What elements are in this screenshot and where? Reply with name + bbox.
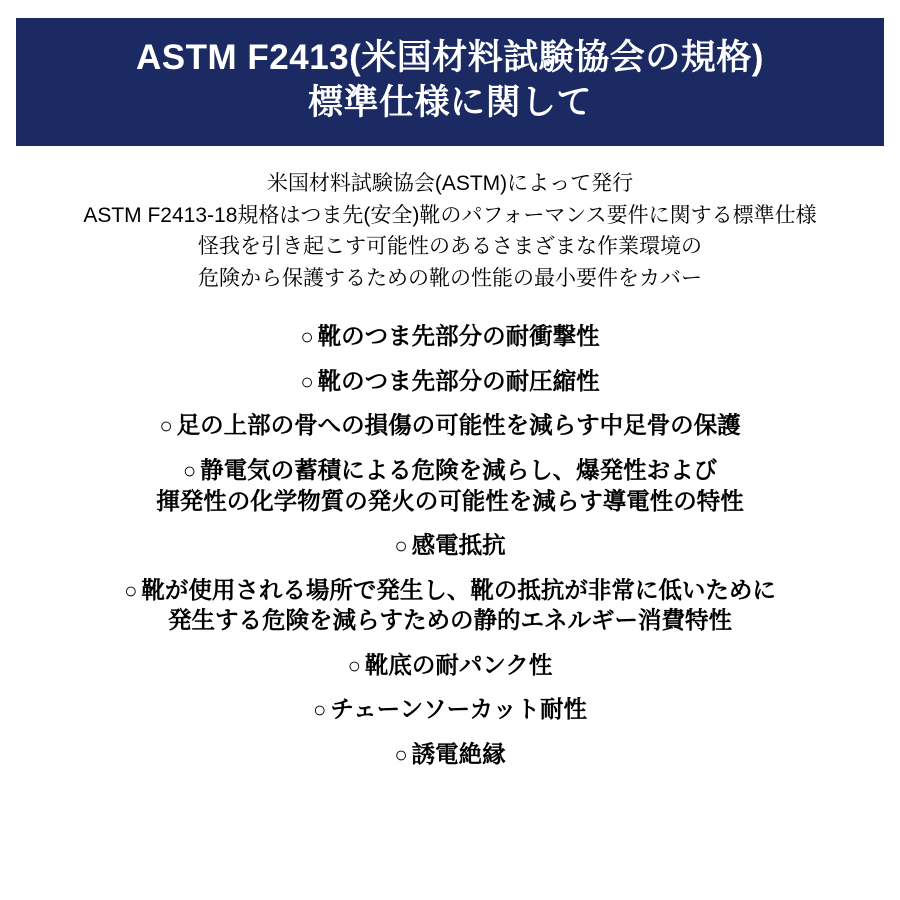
bullet-circle-icon: ○: [159, 413, 173, 439]
list-item-label: 誘電絶縁: [411, 741, 506, 768]
list-item-label: 感電抵抗: [411, 532, 506, 559]
list-item-label: 静電気の蓄積による危険を減らし、爆発性および: [200, 457, 718, 483]
intro-paragraph: [16, 168, 884, 296]
intro-line-4: 危険から保護するための靴の性能の最小要件をカバー: [198, 267, 702, 291]
list-item-label: 靴が使用される場所で発生し、靴の抵抗が非常に低いために: [141, 576, 776, 603]
bullet-circle-icon: ○: [347, 652, 361, 678]
bullet-circle-icon: ○: [182, 458, 197, 483]
list-item: [16, 650, 884, 681]
list-item: [16, 739, 884, 770]
list-item: [16, 455, 884, 516]
list-item-label-continuation: 揮発性の化学物質の発火の可能性を減らす導電性の特性: [156, 487, 744, 514]
list-item-label-continuation: 発生する危険を減らすための静的エネルギー消費特性: [168, 607, 732, 634]
bullet-circle-icon: ○: [300, 324, 314, 350]
bullet-circle-icon: ○: [124, 577, 138, 603]
list-item-label: 靴のつま先部分の耐圧縮性: [317, 367, 600, 394]
header-banner: [16, 18, 884, 146]
intro-line-2: ASTM F2413-18規格はつま先(安全)靴のパフォーマンス要件に関する標準仕様: [83, 203, 817, 227]
list-item: [16, 366, 884, 397]
intro-line-3: 怪我を引き起こす可能性のあるさまざまな作業環境の: [198, 235, 702, 259]
list-item: [16, 694, 884, 725]
list-item: [16, 410, 884, 441]
intro-line-1: 米国材料試験協会(ASTM)によって発行: [266, 171, 634, 195]
list-item: [16, 530, 884, 561]
bullet-circle-icon: ○: [394, 533, 408, 559]
list-item-label: 靴のつま先部分の耐衝撃性: [317, 323, 600, 350]
header-title-line-2: 標準仕様に関して: [307, 82, 592, 122]
bullet-circle-icon: ○: [313, 697, 327, 723]
bullet-circle-icon: ○: [300, 368, 314, 394]
list-item: [16, 575, 884, 636]
list-item: [16, 321, 884, 352]
list-item-label: 靴底の耐パンク性: [364, 651, 553, 678]
bullet-circle-icon: ○: [394, 742, 408, 768]
feature-list: [16, 321, 884, 769]
list-item-label: チェーンソーカット耐性: [330, 696, 587, 723]
header-title-line-1: ASTM F2413(米国材料試験協会の規格): [136, 38, 764, 77]
list-item-label: 足の上部の骨への損傷の可能性を減らす中足骨の保護: [176, 412, 741, 439]
